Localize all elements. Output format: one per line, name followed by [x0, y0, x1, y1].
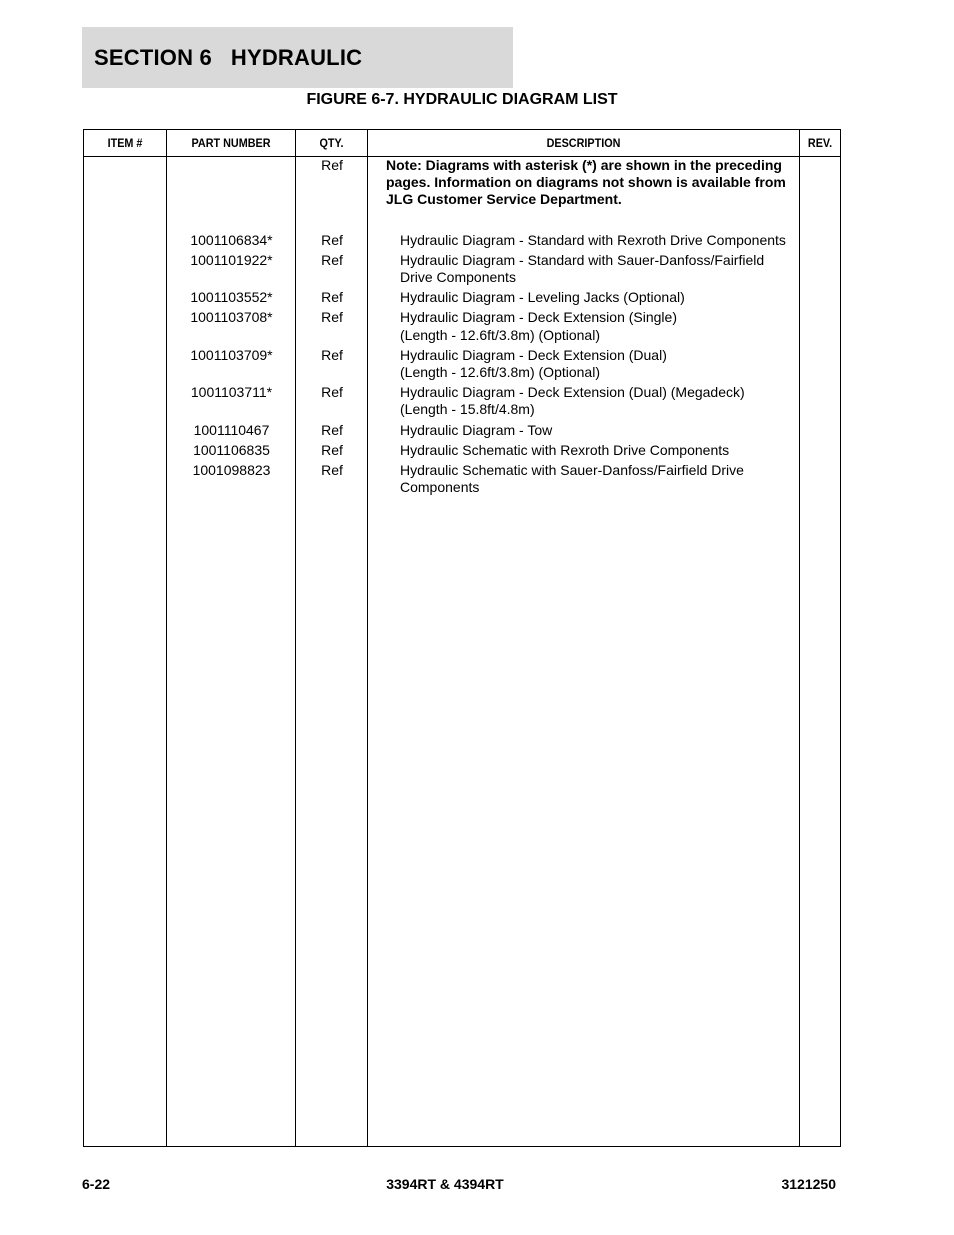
column-divider — [367, 130, 368, 1146]
qty: Ref — [321, 232, 343, 248]
part-number: 1001103708* — [190, 309, 273, 325]
parts-table — [83, 129, 841, 1147]
description: Hydraulic Diagram - Standard with Rexroth Drive Components — [400, 232, 786, 248]
header-qty: QTY. — [319, 136, 344, 150]
section-header — [82, 27, 513, 88]
description: Hydraulic Diagram - Leveling Jacks (Optional) — [400, 289, 685, 305]
part-number: 1001103552* — [190, 289, 273, 305]
column-divider — [295, 130, 296, 1146]
description: Hydraulic Diagram - Standard with Sauer-Danfoss/Fairfield — [400, 252, 765, 268]
header-rev: REV. — [807, 136, 833, 150]
description-continued: Drive Components — [400, 269, 516, 285]
header-part-number: PART NUMBER — [191, 136, 271, 150]
header-item: ITEM # — [107, 136, 143, 150]
description: Hydraulic Diagram - Deck Extension (Dual) — [400, 347, 667, 363]
page-number: 6-22 — [82, 1176, 111, 1192]
description: Hydraulic Schematic with Sauer-Danfoss/Fairfield Drive — [400, 462, 744, 478]
section-title: SECTION 6 HYDRAULIC — [94, 44, 363, 70]
qty: Ref — [321, 347, 343, 363]
part-number: 1001101922* — [190, 252, 273, 268]
qty: Ref — [321, 289, 343, 305]
part-number: 1001110467 — [193, 422, 270, 438]
note-qty: Ref — [321, 157, 343, 173]
note-line: pages. Information on diagrams not shown is available from — [386, 174, 786, 190]
qty: Ref — [321, 462, 343, 478]
description-continued: (Length - 12.6ft/3.8m) (Optional) — [400, 327, 600, 343]
qty: Ref — [321, 309, 343, 325]
description: Hydraulic Diagram - Deck Extension (Single) — [400, 309, 677, 325]
model-name: 3394RT & 4394RT — [386, 1176, 504, 1192]
note-line: Note: Diagrams with asterisk (*) are shown in the preceding — [386, 157, 782, 173]
part-number: 1001106834* — [190, 232, 273, 248]
description-continued: (Length - 12.6ft/3.8m) (Optional) — [400, 364, 600, 380]
document-number: 3121250 — [781, 1176, 836, 1192]
qty: Ref — [321, 422, 343, 438]
description: Hydraulic Schematic with Rexroth Drive Components — [400, 442, 730, 458]
description: Hydraulic Diagram - Deck Extension (Dual) (Megadeck) — [400, 384, 745, 400]
qty: Ref — [321, 252, 343, 268]
description-continued: (Length - 15.8ft/4.8m) — [400, 401, 535, 417]
note-line: JLG Customer Service Department. — [386, 191, 622, 207]
header-description: DESCRIPTION — [546, 136, 621, 150]
qty: Ref — [321, 384, 343, 400]
column-divider — [166, 130, 167, 1146]
qty: Ref — [321, 442, 343, 458]
description-continued: Components — [400, 479, 480, 495]
part-number: 1001103709* — [190, 347, 273, 363]
description: Hydraulic Diagram - Tow — [400, 422, 553, 438]
part-number: 1001098823 — [192, 462, 271, 478]
figure-title: FIGURE 6-7. HYDRAULIC DIAGRAM LIST — [306, 91, 618, 108]
part-number: 1001106835 — [193, 442, 270, 458]
part-number: 1001103711* — [190, 384, 273, 400]
